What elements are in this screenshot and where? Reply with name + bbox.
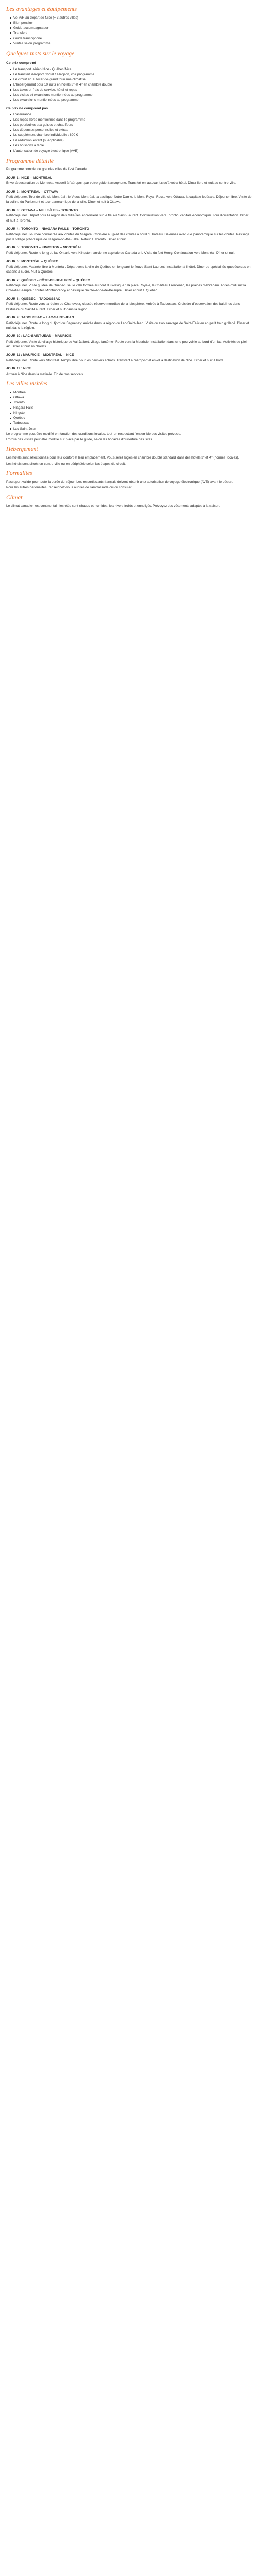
cities-section bbox=[6, 381, 252, 442]
day-block bbox=[6, 334, 252, 349]
day-text: Petit-déjeuner. Tour de ville de Montréal : le Vieux-Montréal, la basilique Notre-Dame, le Mont-Royal. Route vers Ottawa, la capitale fédérale. Déjeuner libre. Visite de la colline du Parlement et tour panoramique de la ville. Dîner et nuit à Ottawa. bbox=[6, 195, 252, 204]
day-block bbox=[6, 208, 252, 223]
cities-paragraph: L'ordre des visites peut être modifié sur place par le guide, selon les horaires d'ouverture des sites. bbox=[6, 438, 153, 442]
advantages-title: Les avantages et équipements bbox=[6, 6, 77, 12]
list-item: Les boissons à table bbox=[13, 143, 252, 148]
formalities-section bbox=[6, 470, 252, 490]
day-block bbox=[6, 278, 252, 293]
list-item: La réduction enfant (si applicable) bbox=[13, 138, 252, 143]
day-text: Arrivée à Nice dans la matinée. Fin de nos services. bbox=[6, 372, 84, 376]
words-title: Quelques mots sur le voyage bbox=[6, 50, 75, 57]
excludes-list bbox=[6, 112, 252, 154]
day-block bbox=[6, 245, 252, 256]
list-item: Transfert bbox=[13, 31, 252, 36]
day-block bbox=[6, 366, 252, 377]
day-text: Petit-déjeuner. Journée consacrée aux chutes du Niagara. Croisière au pied des chutes à bord du bateau. Déjeuner avec vue panoramique sur les chutes. Passage par le village pittoresque de Niagara-on-the-Lake. Retour à Toronto. Dîner et nuit. bbox=[6, 232, 250, 242]
day-title: JOUR 3 : OTTAWA – MILLE-ÎLES – TORONTO bbox=[6, 208, 78, 212]
advantages-section bbox=[6, 6, 252, 46]
list-item: Tadoussac bbox=[13, 421, 252, 426]
list-item: Vol A/R au départ de Nice (+ 3 autres villes) bbox=[13, 15, 252, 21]
includes-list bbox=[6, 67, 252, 103]
day-text: Petit-déjeuner. Route le long du fjord du Saguenay. Arrivée dans la région du Lac-Saint-Jean. Visite du zoo sauvage de Saint-Félicien en petit train grillagé. Dîner et nuit dans la région. bbox=[6, 321, 249, 330]
accommodation-section bbox=[6, 446, 252, 466]
climate-section bbox=[6, 495, 252, 509]
list-item: Le transport aérien Nice / Québec/Nice bbox=[13, 67, 252, 72]
list-item: Les taxes et frais de service, hôtel et repas bbox=[13, 88, 252, 93]
day-title: JOUR 1 : NICE – MONTRÉAL bbox=[6, 176, 52, 180]
day-title: JOUR 7 : QUÉBEC – CÔTE-DE-BEAUPRÉ – QUÉBEC bbox=[6, 278, 90, 282]
list-item: Les repas libres mentionnés dans le programme bbox=[13, 117, 252, 123]
list-item: Le circuit en autocar de grand tourisme climatisé bbox=[13, 77, 252, 82]
day-title: JOUR 4 : TORONTO – NIAGARA FALLS – TORONTO bbox=[6, 227, 89, 231]
excludes-title: Ce prix ne comprend pas bbox=[6, 107, 49, 111]
accommodation-paragraph: Les hôtels sont situés en centre-ville ou en périphérie selon les étapes du circuit. bbox=[6, 462, 126, 466]
list-item: Québec bbox=[13, 416, 252, 421]
day-title: JOUR 11 : MAURICIE – MONTRÉAL – NICE bbox=[6, 353, 74, 357]
list-item: Lac-Saint-Jean bbox=[13, 427, 252, 432]
list-item: Niagara Falls bbox=[13, 405, 252, 411]
list-item: L'hébergement pour 10 nuits en hôtels 3* et 4* en chambre double bbox=[13, 82, 252, 88]
list-item: Guide-accompagnateur bbox=[13, 26, 252, 31]
advantages-list bbox=[6, 15, 252, 46]
day-title: JOUR 9 : TADOUSSAC – LAC-SAINT-JEAN bbox=[6, 316, 74, 320]
cities-paragraph: Le programme peut être modifié en fonction des conditions locales, tout en respectant l'ensemble des visites prévues. bbox=[6, 432, 181, 436]
day-block bbox=[6, 353, 252, 363]
words-section bbox=[6, 50, 252, 154]
list-item: Ottawa bbox=[13, 395, 252, 400]
includes-title: Ce prix comprend bbox=[6, 61, 36, 65]
program-title: Programme détaillé bbox=[6, 158, 54, 164]
day-title: JOUR 6 : MONTRÉAL – QUÉBEC bbox=[6, 260, 59, 264]
day-block bbox=[6, 176, 252, 186]
day-text: Petit-déjeuner. Visite du village historique de Val-Jalbert, village fantôme. Route vers la Mauricie. Installation dans une pourvoirie au bord d'un lac. Activités de plein air. Dîner et nuit en chalets. bbox=[6, 340, 249, 349]
day-title: JOUR 12 : NICE bbox=[6, 367, 31, 371]
day-title: JOUR 2 : MONTRÉAL – OTTAWA bbox=[6, 190, 58, 194]
day-text: Petit-déjeuner. Matinée libre à Montréal. Départ vers la ville de Québec en longeant le fleuve Saint-Laurent. Installation à l'hôtel. Dîner de spécialités québécoises en cabane à sucre. Nuit à Québec. bbox=[6, 265, 251, 274]
day-text: Petit-déjeuner. Route vers la région de Charlevoix, classée réserve mondiale de la biosphère. Arrivée à Tadoussac. Croisière d'observation des baleines dans l'estuaire du Saint-Laurent. Dîner et nuit dans la région. bbox=[6, 302, 240, 311]
list-item: L'autorisation de voyage électronique (AVE) bbox=[13, 149, 252, 154]
list-item: L'assurance bbox=[13, 112, 252, 117]
climate-paragraph: Le climat canadien est continental : les étés sont chauds et humides, les hivers froids et enneigés. Prévoyez des vêtements adaptés à la saison. bbox=[6, 504, 220, 508]
day-title: JOUR 5 : TORONTO – KINGSTON – MONTRÉAL bbox=[6, 246, 82, 250]
day-text: Petit-déjeuner. Visite guidée de Québec, seule ville fortifiée au nord du Mexique : la place Royale, le Château Frontenac, les plaines d'Abraham. Après-midi sur la Côte-de-Beaupré : chutes Montmorency et basilique Sainte-Anne-de-Beaupré. Dîner et nuit à Québec. bbox=[6, 283, 246, 293]
formalities-title: Formalités bbox=[6, 470, 33, 477]
list-item: Bien-pension bbox=[13, 21, 252, 26]
formalities-paragraph: Pour les autres nationalités, renseignez-vous auprès de l'ambassade ou du consulat. bbox=[6, 486, 133, 490]
list-item: Les excursions mentionnées au programme bbox=[13, 98, 252, 103]
day-text: Petit-déjeuner. Route vers Montréal. Temps libre pour les derniers achats. Transfert à l'aéroport et envol à destination de Nice. Dîner et nuit à bord. bbox=[6, 359, 224, 363]
formalities-paragraph: Passeport valide pour toute la durée du séjour. Les ressortissants français doivent obtenir une autorisation de voyage électronique (AVE) avant le départ. bbox=[6, 480, 233, 484]
day-block bbox=[6, 259, 252, 274]
day-text: Petit-déjeuner. Départ pour la région des Mille-Îles et croisière sur le fleuve Saint-Laurent. Continuation vers Toronto, capitale économique. Tour d'orientation. Dîner et nuit à Toronto. bbox=[6, 214, 249, 223]
list-item: Le supplément chambre individuelle : 690 € bbox=[13, 133, 252, 138]
list-item: Montréal bbox=[13, 390, 252, 395]
day-block bbox=[6, 227, 252, 242]
accommodation-title: Hébergement bbox=[6, 446, 38, 453]
list-item: Toronto bbox=[13, 400, 252, 405]
day-text: Petit-déjeuner. Route le long du lac Ontario vers Kingston, ancienne capitale du Canada uni. Visite du fort Henry. Continuation vers Montréal. Dîner et nuit. bbox=[6, 251, 236, 255]
day-block bbox=[6, 297, 252, 312]
page bbox=[0, 0, 258, 516]
day-text: Envol à destination de Montréal. Accueil à l'aéroport par votre guide francophone. Transfert en autocar jusqu'à votre hôtel. Dîner libre et nuit au centre-ville. bbox=[6, 181, 236, 185]
list-item: Guide francophone bbox=[13, 36, 252, 41]
accommodation-paragraph: Les hôtels sont sélectionnés pour leur confort et leur emplacement. Vous serez logés en chambre double standard dans des hôtels 3* et 4* (normes locales). bbox=[6, 456, 239, 460]
day-block bbox=[6, 315, 252, 330]
list-item: Les dépenses personnelles et extras bbox=[13, 128, 252, 133]
day-title: JOUR 8 : QUÉBEC – TADOUSSAC bbox=[6, 297, 60, 301]
day-title: JOUR 10 : LAC-SAINT-JEAN – MAURICIE bbox=[6, 334, 72, 338]
program-section bbox=[6, 158, 252, 377]
cities-title: Les villes visitées bbox=[6, 381, 47, 387]
program-note: Programme complet de grandes villes de l'est Canada bbox=[6, 167, 87, 172]
list-item: Les visites et excursions mentionnées au programme bbox=[13, 93, 252, 98]
day-block bbox=[6, 190, 252, 205]
list-item: Les pourboires aux guides et chauffeurs bbox=[13, 123, 252, 128]
list-item: Le transfert aéroport / hôtel / aéroport, voir programme bbox=[13, 72, 252, 77]
climate-title: Climat bbox=[6, 494, 23, 501]
list-item: Kingston bbox=[13, 411, 252, 416]
cities-list bbox=[6, 390, 252, 432]
list-item: Visites selon programme bbox=[13, 41, 252, 46]
